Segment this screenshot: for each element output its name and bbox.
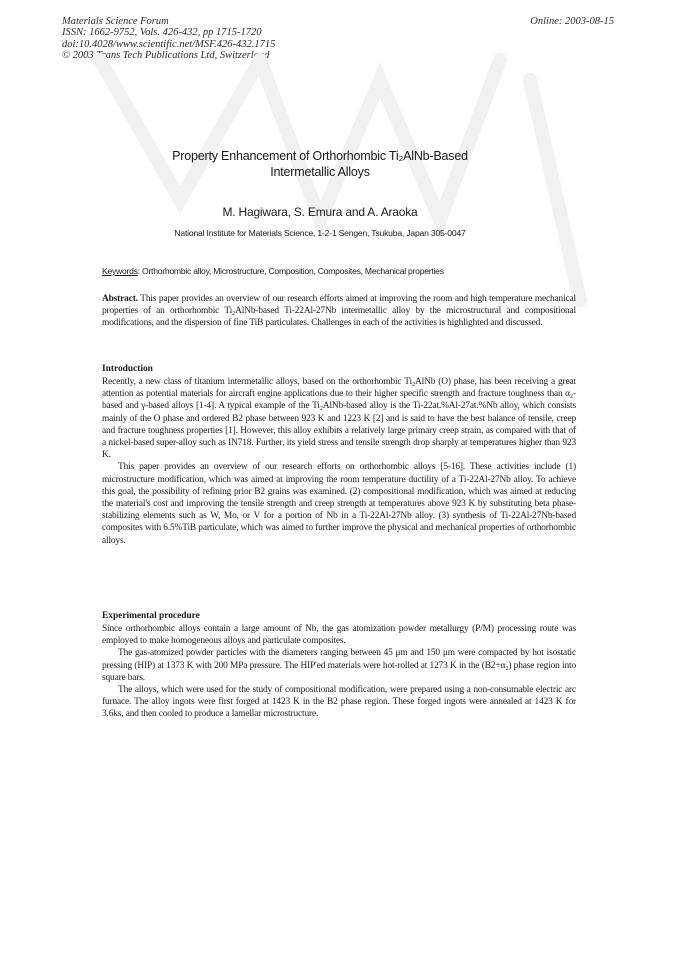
paper-title [110,148,530,180]
title-line-2: Intermetallic Alloys [270,165,370,179]
journal-header [62,16,275,61]
exp-paragraph-2: The gas-atomized powder particles with the diameters ranging between 45 μm and 150 μm were compacted by hot isostatic pressing (HIP) at 1373 K with 200 MPa pressure. The HIP'ed materials were hot-rolled at 1273 K in the (B2+α₂) phase region into square bars. [102,648,576,683]
abstract-text: This paper provides an overview of our research efforts aimed at improving the room and high temperature mechanical properties of an orthorhombic Ti₂AlNb-based Ti-22Al-27Nb intermetallic alloy by the microstructural and compositional modifications, and the dispersion of fine TiB particulates. Challenges in each of the activities is highlighted and discussed. [102,294,576,329]
keywords-text: : Orthorhombic alloy, Microstructure, Composition, Composites, Mechanical properties [137,266,444,276]
introduction-section [102,376,576,547]
experimental-heading: Experimental procedure [102,611,200,621]
copyright-line: © 2003 Trans Tech Publications Ltd, Switzerland [62,49,270,61]
intro-paragraph-2: This paper provides an overview of our research efforts on orthorhombic alloys [5-16]. These activities include (1) microstructure modification, which was aimed at improving the room temperature ductility of a Ti-22Al-27Nb alloy. To achieve this goal, the possibility of refining prior B2 grains was examined. (2) compositional modification, which was aimed at reducing the material's cost and improving the tensile strength and creep strength at temperatures above 923 K by substituting beta phase-stabilizing elements such as W, Mo, or V for a portion of Nb in a Ti-22Al-27Nb alloy. (3) synthesis of Ti-22Al-27Nb-based composites with 6.5%TiB particulate, which was aimed to further improve the physical and mechanical properties of orthorhombic alloys. [102,462,576,546]
title-line-1: Property Enhancement of Orthorhombic Ti₂AlNb-Based [172,149,468,163]
journal-name: Materials Science Forum [62,16,169,27]
experimental-section [102,623,576,721]
authors: M. Hagiwara, S. Emura and A. Araoka [222,205,418,219]
exp-paragraph-3: The alloys, which were used for the study of compositional modification, were prepared using a non-consumable electric arc furnace. The alloy ingots were first forged at 1423 K in the B2 phase region. These forged ingots were annealed at 1423 K for 3.6ks, and then cooled to produce a lamellar microstructure. [102,685,576,720]
online-date: Online: 2003-08-15 [530,16,614,27]
abstract-label: Abstract. [102,294,138,304]
keywords [102,266,572,276]
exp-paragraph-1: Since orthorhombic alloys contain a large amount of Nb, the gas atomization powder metallurgy (P/M) processing route was employed to make homogeneous alloys and particulate composites. [102,624,576,647]
issn-line: ISSN: 1662-9752, Vols. 426-432, pp 1715-1720 [62,27,262,39]
introduction-heading: Introduction [102,364,153,374]
doi-line: doi:10.4028/www.scientific.net/MSF.426-432.1715 [62,38,276,50]
keywords-label: Keywords [102,266,138,276]
abstract [102,293,576,330]
intro-paragraph-1: Recently, a new class of titanium intermetallic alloys, based on the orthorhombic Ti₂AlNb (O) phase, has been receiving a great attention as potential materials for aircraft engine applications due to their higher specific strength and fracture toughness than α₂-based and γ-based alloys [1-4]. A typical example of the Ti₂AlNb-based alloy is the Ti-22at.%Al-27at.%Nb alloy, which consists mainly of the O phase and ordered B2 phase between 923 K and 1223 K [2] and is said to have the best balance of tensile, creep and fracture toughness properties [1]. However, this alloy exhibits a relatively large primary creep strain, as compared with that of a nickel-based super-alloy such as IN718. Further, its yield stress and tensile strength drop sharply at temperatures higher than 923 K. [102,377,576,461]
affiliation: National Institute for Materials Science, 1-2-1 Sengen, Tsukuba, Japan 305-0047 [174,228,466,238]
